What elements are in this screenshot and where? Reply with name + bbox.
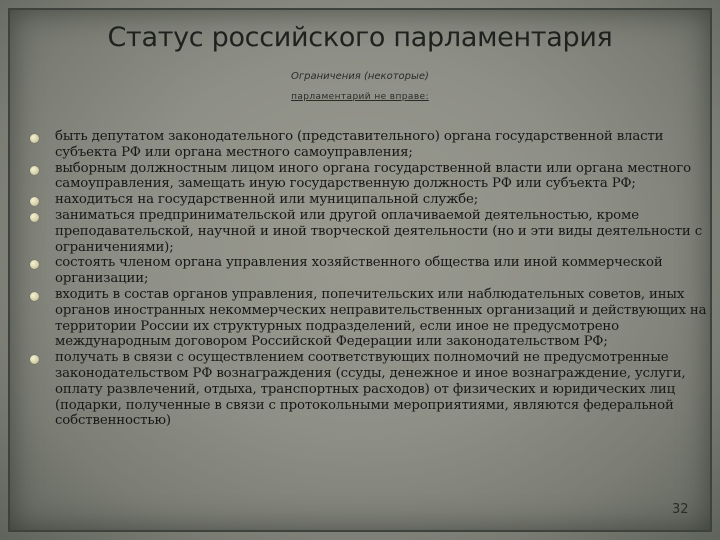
list-item-text: входить в состав органов управления, попечительских или наблюдательных советов, иных органов иностранных некоммерческих неправительственных организаций и действующих на территории России их структурных подразделений, если иное не предусмотрено международным договором Российской Федерации или законодательством РФ;: [55, 286, 707, 350]
list-item: [22, 192, 712, 208]
restrictions-list: [22, 129, 712, 429]
bullet-icon: [30, 213, 39, 222]
list-item-text: находиться на государственной или муниципальной службе;: [55, 192, 479, 208]
list-item: [22, 129, 712, 161]
list-item: [22, 161, 712, 193]
list-item-text: быть депутатом законодательного (представительного) органа государственной власти субъекта РФ или органа местного самоуправления;: [55, 129, 664, 160]
list-item: [22, 255, 712, 287]
slide-subtitle: Ограничения (некоторые): [291, 71, 429, 82]
list-item-text: заниматься предпринимательской или другой оплачиваемой деятельностью, кроме преподавательской, научной и иной творческой деятельности (но и эти виды деятельности с ограничениями);: [55, 207, 703, 255]
page-number: 32: [672, 502, 689, 517]
slide-title: Статус российского парламентария: [107, 22, 613, 53]
slide-subnote: парламентарий не вправе:: [291, 92, 429, 102]
list-item-text: состоять членом органа управления хозяйственного общества или иной коммерческой организации;: [55, 255, 663, 287]
list-item: [22, 287, 712, 350]
bullet-icon: [30, 355, 39, 364]
list-item: [22, 350, 712, 429]
list-item: [22, 208, 712, 255]
bullet-icon: [30, 292, 39, 301]
list-item-text: выборным должностным лицом иного органа государственной власти или органа местного самоуправления, замещать иную государственную должность РФ или субъекта РФ;: [55, 160, 691, 192]
bullet-icon: [30, 260, 39, 269]
bullet-icon: [30, 197, 39, 206]
bullet-icon: [30, 134, 39, 143]
bullet-icon: [30, 166, 39, 175]
list-item-text: получать в связи с осуществлением соответствующих полномочий не предусмотренные законодательством РФ вознаграждения (ссуды, денежное и иное вознаграждение, услуги, оплату развлечений, отдыха, транспортных расходов) от физических и юридических лиц (подарки, полученные в связи с протокольными мероприятиями, являются федеральной собственностью): [55, 350, 686, 429]
